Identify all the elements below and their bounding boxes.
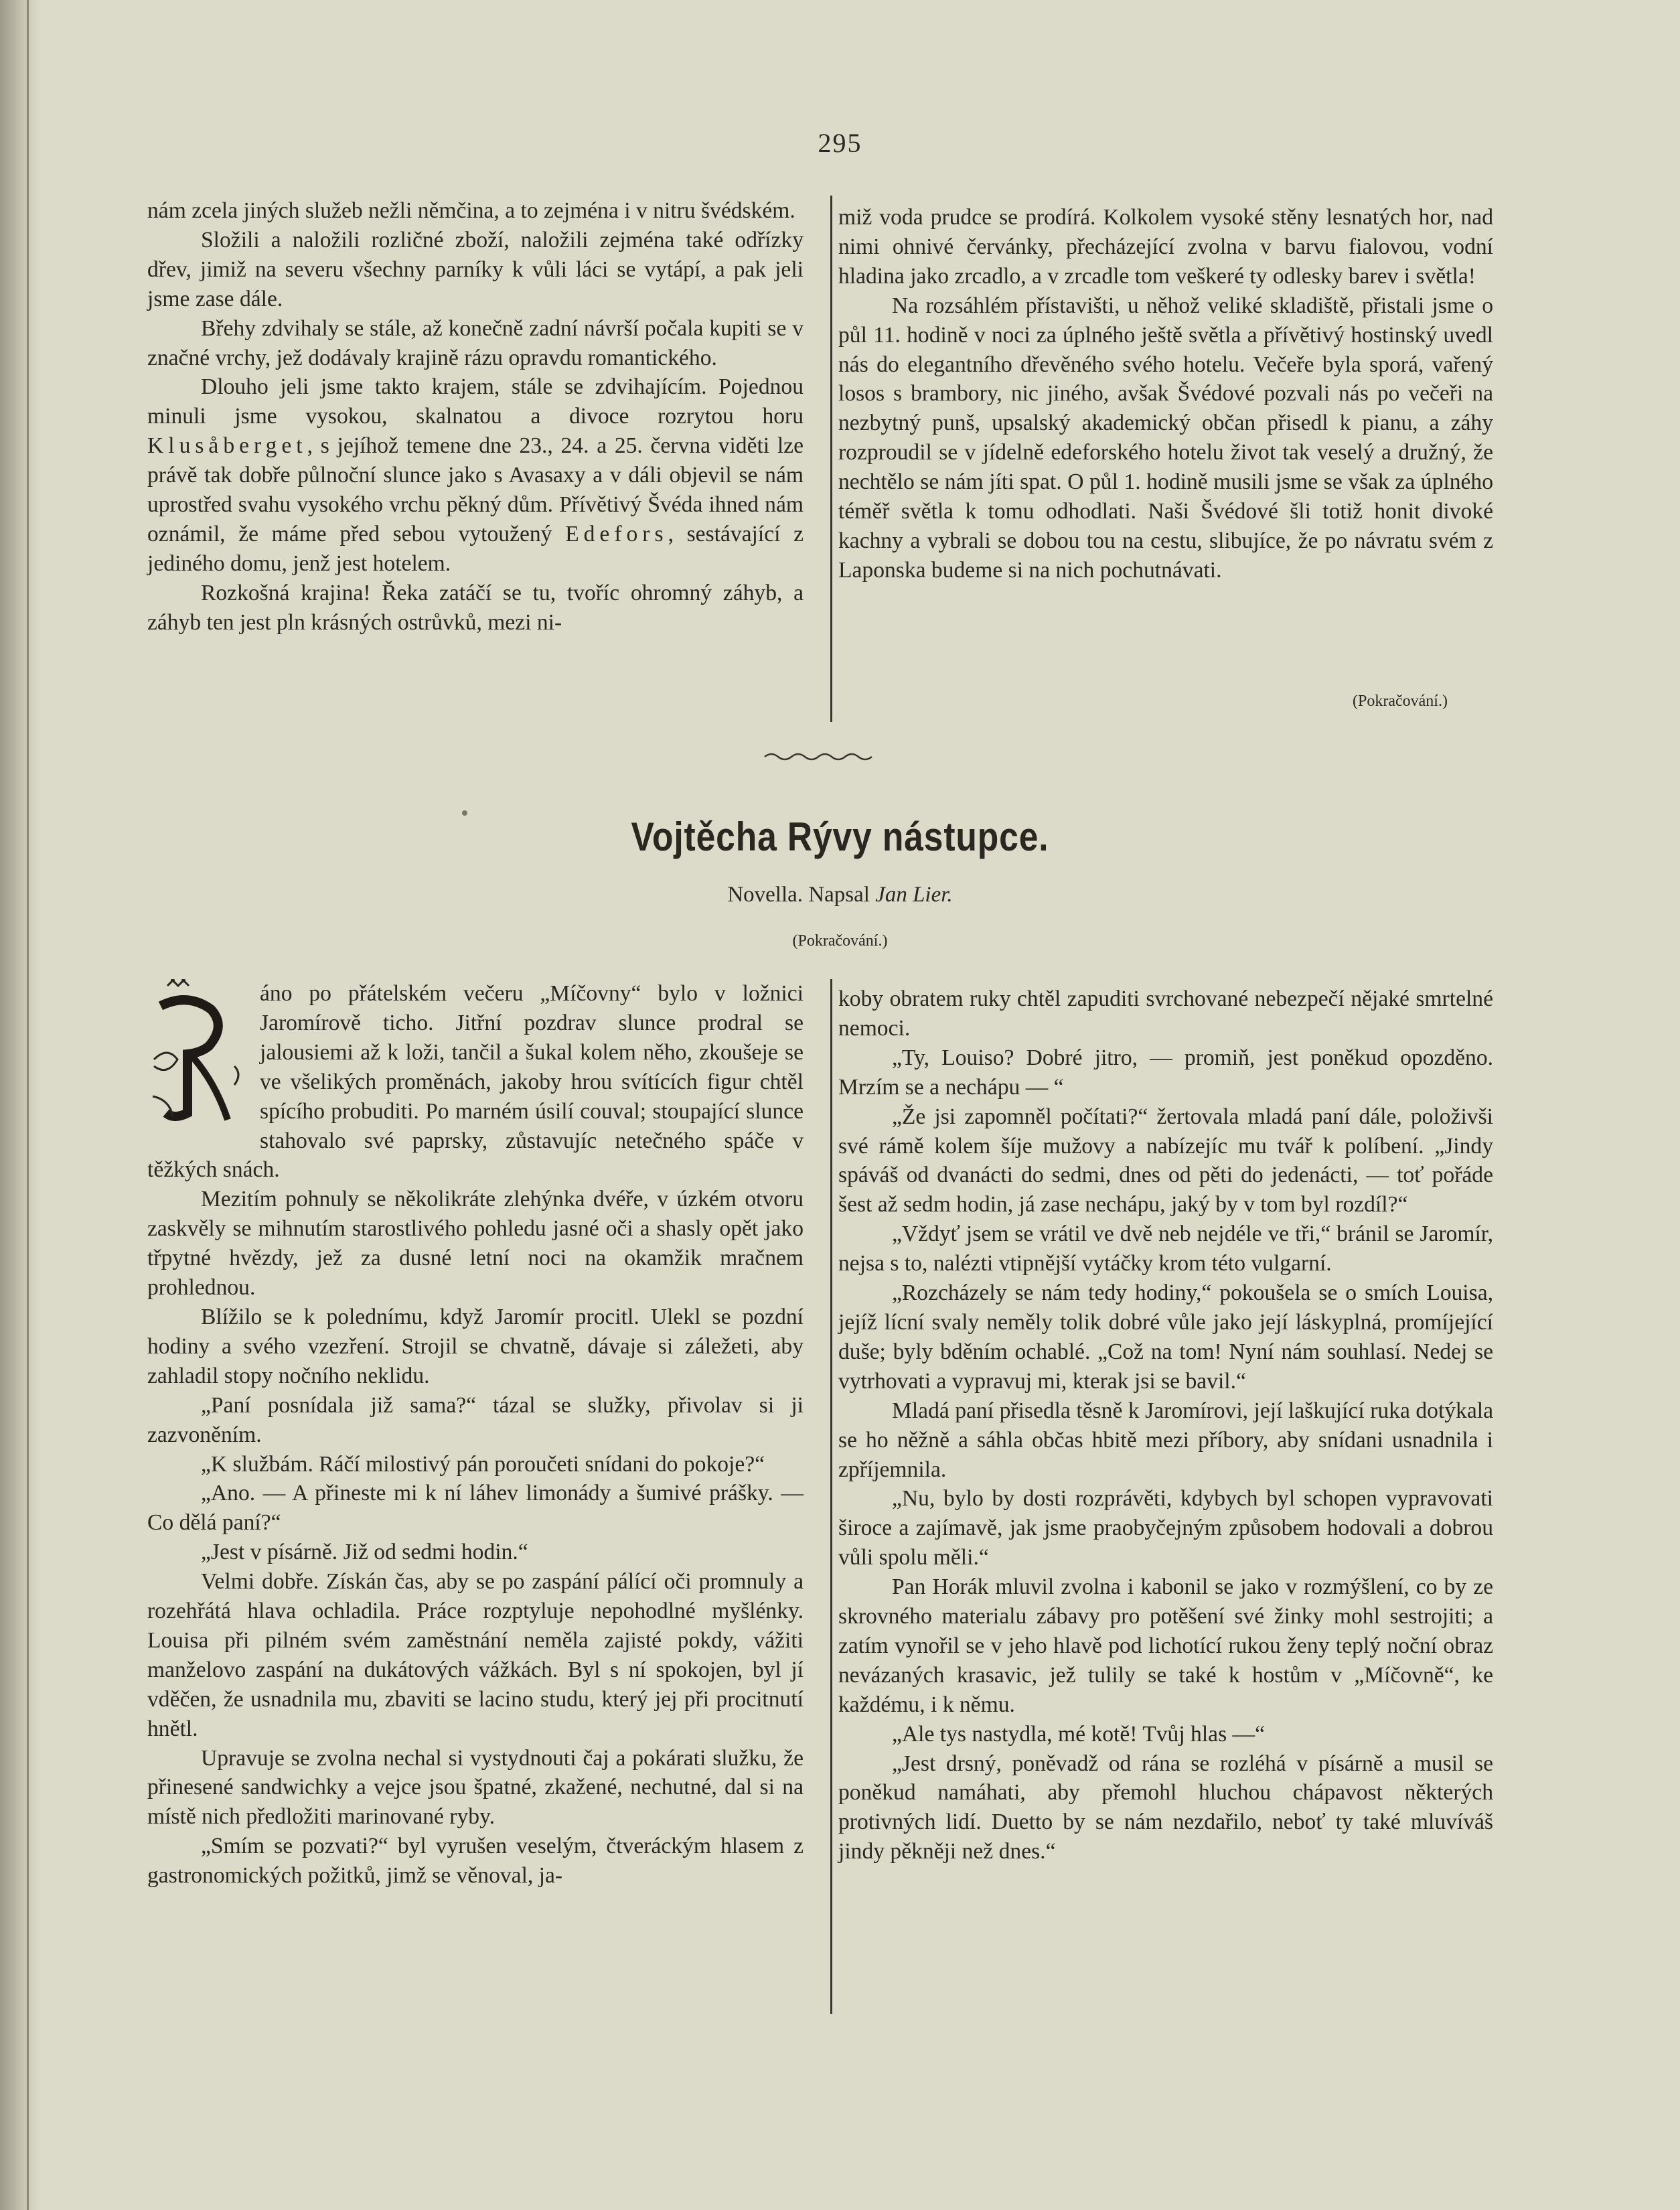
paragraph: Mladá paní přisedla těsně k Jaromírovi, její laškující ruka dotýkala se ho něžně a sáhla občas hbitě mezi příbory, aby snídani usnadnila i zpříjemnila. [838, 1398, 1493, 1482]
paragraph: Upravuje se zvolna nechal si vystydnouti čaj a pokárati služku, že přinesené sandwichky a vejce jsou špatné, zkažené, nechutné, dal si na místě nich předložiti marinované ryby. [147, 1745, 804, 1830]
paragraph: „Smím se pozvati?“ byl vyrušen veselým, čtveráckým hlasem z gastronomických požitků, jimž se věnoval, ja- [147, 1834, 804, 1889]
paragraph: Dlouho jeli jsme takto krajem, stále se zdvihajícím. Pojednou minuli jsme vysokou, skalnatou a divoce rozrytou horu Klusåberget, s jejíhož temene dne 23., 24. a 25. června viděti lze právě tak dobře půlnoční slunce jako s Avasaxy a v dáli objevil se nám uprostřed svahu vysokého vrchu pěkný dům. Přívětivý Švéda ihned nám oznámil, že máme před sebou vytoužený Edefors, sestávající z jediného domu, jenž jest hotelem. [147, 374, 804, 576]
paragraph: „Paní posnídala již sama?“ tázal se služky, přivolav si ji zazvoněním. [147, 1392, 804, 1447]
paragraph: miž voda prudce se prodírá. Kolkolem vysoké stěny lesnatých hor, nad nimi ohnivé červánky, přecházející zvolna v barvu fialovou, vodní hladina jako zrcadlo, a v zrcadle tom veškeré ty odlesky barev i světla! [838, 205, 1493, 289]
paragraph: koby obratem ruky chtěl zapuditi svrchované nebezpečí nějaké smrtelné nemoci. [838, 986, 1493, 1041]
paragraph: Rozkošná krajina! Řeka zatáčí se tu, tvoříc ohromný záhyb, a záhyb ten jest pln krásných ostrůvků, mezi ni- [147, 580, 804, 635]
paragraph: „Že jsi zapomněl počítati?“ žertovala mladá paní dále, položivši své rámě kolem šíje mužovy a nabízejíc mu tvář k políbení. „Jindy spáváš od dvanácti do sedmi, dnes od pěti do jedenácti, — toť pořáde šest až sedm hodin, já zase nechápu, jaký by v tom byl rozdíl?“ [838, 1104, 1493, 1218]
paragraph: nám zcela jiných služeb nežli němčina, a to zejména i v nitru švédském. [147, 198, 795, 223]
continued-note-story: (Pokračování.) [792, 932, 888, 950]
paragraph: Mezitím pohnuly se několikráte zlehýnka dvéře, v úzkém otvoru zaskvěly se mihnutím starostlivého pohledu jasné oči a shasly opět jako třpytné hvězdy, jež za dusné letní noci na okamžik mračnem prohlednou. [147, 1187, 804, 1301]
ornamental-drop-cap-r-icon [147, 979, 248, 1130]
paragraph: „Jest drsný, poněvadž od rána se rozléhá v písárně a musil se poněkud namáhati, aby přemohl hluchou chápavost některých protivných lidí. Duetto by se nám nezdařilo, neboť ty také mluvíváš jindy pěkněji než dnes.“ [838, 1751, 1493, 1864]
story-title: Vojtěcha Rývy nástupce. [631, 814, 1049, 859]
paragraph: „Ty, Louiso? Dobré jitro, — promiň, jest poněkud opozděno. Mrzím se a nechápu — “ [838, 1045, 1493, 1100]
paragraph: „Nu, bylo by dosti rozprávěti, kdybych byl schopen vypravovati široce a zajímavě, jak jsme praobyčejným způsobem hodovali a dobrou vůli spolu měli.“ [838, 1486, 1493, 1570]
column-divider-bottom [830, 979, 832, 2014]
paragraph: Složili a naložili rozličné zboží, naložili zejména také odřízky dřev, jimiž na severu všechny parníky k vůli láci se vytápí, a pak jeli jsme zase dále. [147, 227, 804, 311]
paragraph: Na rozsáhlém přístavišti, u něhož veliké skladiště, přistali jsme o půl 11. hodině v noci za úplného ještě světla a přívětivý hostinský uvedl nás do elegantního dřevěného svého hotelu. Večeře byla sporá, vařený losos s brambory, nic jiného, avšak Švédové pozvali nás po večeři na nezbytný punš, upsalský akademický občan přisedl k pianu, a záhy rozproudil se v jídelně edeforského hotelu život tak veselý a družný, že nechtělo se nám jíti spat. O půl 1. hodině musili jsme se však za úplného téměř světla k tomu odhodlati. Naši Švédové šli totiž honit divoké kachny a vybrali se dobou tou na cestu, slibujíce, že po návratu svém z Laponska budeme si na nich pochutnávati. [838, 293, 1493, 583]
paragraph: Velmi dobře. Získán čas, aby se po zaspání pálící oči promnuly a rozehřátá hlava ochladila. Práce rozptyluje nepohodlné myšlénky. Louisa při pilném svém zaměstnání neměla zajisté pokdy, vážiti manželovo zaspání na dukátových vážkách. Byl s ní spokojen, byl jí vděčen, že usnadnila mu, zbaviti se lacino studu, který jej při procitnutí hnětl. [147, 1569, 804, 1741]
column-divider-top [830, 196, 832, 722]
wave-ornament [763, 750, 877, 763]
paragraph: Pan Horák mluvil zvolna i kabonil se jako v rozmýšlení, co by ze skrovného materialu zábavy pro potěšení své žinky mohl sestrojiti; a zatím vynořil se v jeho hlavě pod lichotící rukou ženy teplý noční obraz nevázaných krasavic, jež tulily se také k hostům v „Míčovně“, ke každému, i k němu. [838, 1574, 1493, 1717]
paragraph: „Rozcházely se nám tedy hodiny,“ pokoušela se o smích Louisa, jejíž lícní svaly neměly tolik dobré vůle jako její láskyplná, promíjející duše; byly bděním ochablé. „Což na tom! Nyní nám souhlasí. Nedej se vytrhovati a vypravuj mi, kterak jsi se bavil.“ [838, 1280, 1493, 1394]
spaced-name: Edefors [565, 521, 668, 546]
story-subtitle [0, 883, 1680, 907]
top-left-column [147, 196, 804, 638]
spine-edge [27, 0, 29, 2210]
spaced-name: Klusåberget [147, 433, 307, 459]
paragraph: „Vždyť jsem se vrátil ve dvě neb nejdéle ve tři,“ bránil se Jaromír, nejsa s to, nalézti vtipnější vytáčky krom této vulgarní. [838, 1222, 1493, 1276]
continued-note-top: (Pokračování.) [1353, 692, 1448, 710]
author-name: Jan Lier. [875, 883, 953, 907]
bottom-left-column [147, 979, 804, 1891]
paragraph: „Ale tys nastydla, mé kotě! Tvůj hlas —“ [892, 1721, 1266, 1747]
paragraph: „Jest v písárně. Již od sedmi hodin.“ [201, 1540, 528, 1565]
top-right-column [838, 203, 1493, 585]
paragraph: „Ano. — A přineste mi k ní láhev limonády a šumivé prášky. — Co dělá paní?“ [147, 1481, 804, 1536]
paragraph: áno po přátelském večeru „Míčovny“ bylo v ložnici Jaromírově ticho. Jitřní pozdrav slunce prodral se jalousiemi až k loži, tančil a šukal kolem něho, zkoušeje se ve všelikých proměnách, jakoby hrou svítících figur chtěl spícího probuditi. Po marném úsilí couval; stoupající slunce stahovalo své paprsky, zůstavujíc netečného spáče v těžkých snách. [147, 981, 804, 1183]
paragraph: Břehy zdvihaly se stále, až konečně zadní návrší počala kupiti se v značné vrchy, jež dodávaly krajině rázu opravdu romantického. [147, 315, 804, 370]
bottom-right-column [838, 984, 1493, 1866]
paragraph: „K službám. Ráčí milostivý pán poroučeti snídani do pokoje?“ [201, 1451, 765, 1477]
paragraph: Blížilo se k polednímu, když Jaromír procitl. Ulekl se pozdní hodiny a svého vzezření. Strojil se chvatně, dávaje si záležeti, aby zahladil stopy nočního neklidu. [147, 1304, 804, 1388]
subtitle-prefix: Novella. Napsal [727, 883, 870, 907]
page-number: 295 [818, 128, 862, 158]
book-spine [0, 0, 40, 2210]
